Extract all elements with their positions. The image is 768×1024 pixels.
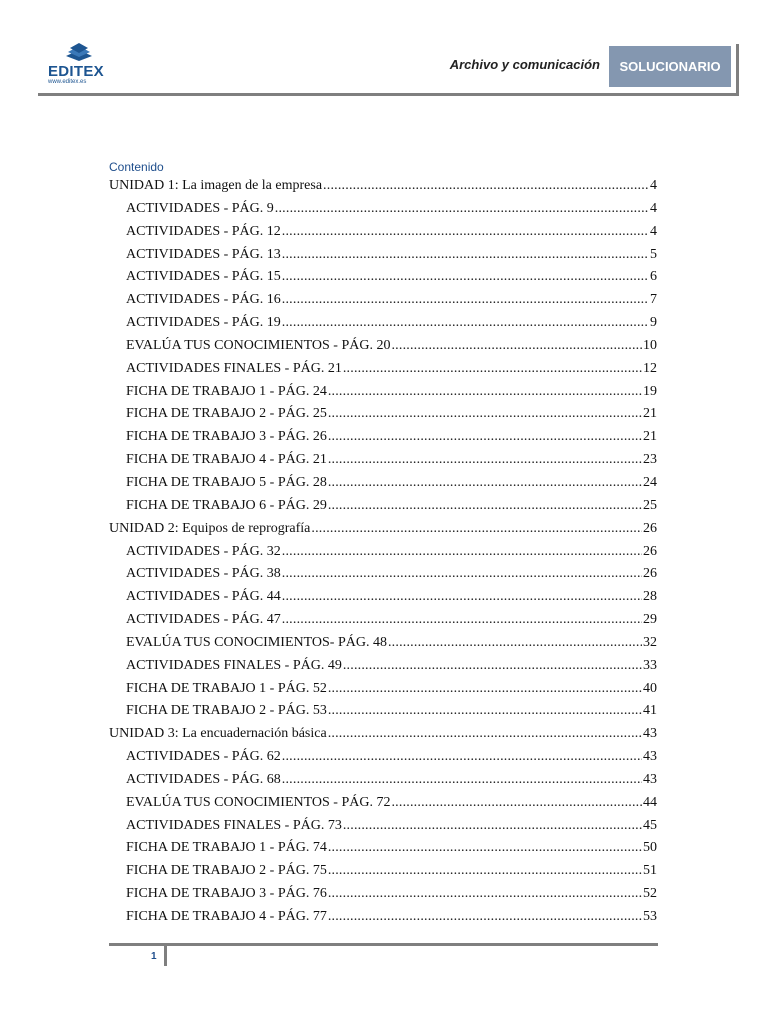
toc-entry-label: FICHA DE TRABAJO 4 - PÁG. 77 [126, 909, 327, 924]
toc-dot-leader [328, 403, 642, 426]
toc-entry-page: 4 [650, 200, 657, 216]
footer-rule [109, 943, 658, 946]
toc-entry[interactable] [109, 472, 657, 495]
toc-entry[interactable] [109, 381, 657, 404]
toc-entry-page: 50 [643, 840, 657, 856]
toc-entry[interactable] [109, 678, 657, 701]
toc-dot-leader [343, 815, 642, 838]
toc-entry-label: FICHA DE TRABAJO 2 - PÁG. 53 [126, 703, 327, 719]
toc-entry-label: ACTIVIDADES FINALES - PÁG. 21 [126, 360, 342, 376]
toc-entry[interactable] [109, 860, 657, 883]
toc-entry-label: EVALÚA TUS CONOCIMIENTOS - PÁG. 72 [126, 794, 391, 810]
toc-entry-label: FICHA DE TRABAJO 1 - PÁG. 74 [126, 840, 327, 856]
toc-dot-leader [328, 700, 642, 723]
logo-text: EDITEX [48, 63, 104, 80]
toc-entry-label: ACTIVIDADES - PÁG. 44 [126, 589, 281, 605]
toc-dot-leader [323, 175, 649, 198]
toc-entry[interactable] [109, 403, 657, 426]
toc-entry[interactable] [109, 335, 657, 358]
toc-dot-leader [282, 266, 649, 289]
toc-entry-label: ACTIVIDADES - PÁG. 15 [126, 269, 281, 285]
toc-entry-label: UNIDAD 1: La imagen de la empresa [109, 178, 323, 193]
logo-url: www.editex.es [48, 79, 87, 85]
toc-dot-leader [282, 746, 642, 769]
toc-dot-leader [282, 769, 642, 792]
toc-entry-label: EVALÚA TUS CONOCIMIENTOS - PÁG. 20 [126, 337, 391, 353]
page-number: 1 [151, 951, 157, 962]
toc-dot-leader [343, 358, 642, 381]
toc-entry-label: FICHA DE TRABAJO 3 - PÁG. 76 [126, 886, 327, 902]
toc-entry-page: 19 [643, 383, 657, 399]
toc-entry[interactable] [109, 700, 657, 723]
toc-entry-label: FICHA DE TRABAJO 1 - PÁG. 52 [126, 680, 327, 696]
toc-entry-page: 23 [643, 452, 657, 468]
solucionario-badge: SOLUCIONARIO [609, 46, 731, 87]
toc-entry-label: UNIDAD 3: La encuadernación básica [109, 726, 327, 742]
toc-entry[interactable] [109, 837, 657, 860]
toc-entry-page: 26 [643, 543, 657, 559]
toc-entry-label: FICHA DE TRABAJO 6 - PÁG. 29 [126, 497, 327, 513]
toc-entry-page: 21 [643, 429, 657, 445]
toc-entry[interactable] [109, 815, 657, 838]
toc-entry-label: FICHA DE TRABAJO 1 - PÁG. 24 [126, 383, 327, 399]
toc-entry-label: ACTIVIDADES - PÁG. 47 [126, 612, 281, 628]
toc-dot-leader [328, 426, 642, 449]
toc-entry[interactable] [109, 655, 657, 678]
toc-entry-page: 41 [643, 703, 657, 719]
toc-entry-label: ACTIVIDADES - PÁG. 32 [126, 543, 281, 559]
toc-entry[interactable] [109, 175, 657, 198]
toc-entry-label: ACTIVIDADES - PÁG. 13 [126, 246, 281, 262]
toc-dot-leader [328, 723, 642, 746]
toc-entry-label: FICHA DE TRABAJO 4 - PÁG. 21 [126, 452, 327, 468]
toc-dot-leader [328, 837, 642, 860]
toc-entry[interactable] [109, 289, 657, 312]
toc-entry[interactable] [109, 746, 657, 769]
toc-entry-page: 5 [650, 246, 657, 262]
toc-entry[interactable] [109, 883, 657, 906]
toc-dot-leader [311, 518, 642, 541]
toc-entry-page: 40 [643, 680, 657, 696]
toc-entry-label: FICHA DE TRABAJO 3 - PÁG. 26 [126, 429, 327, 445]
toc-entry-page: 24 [643, 474, 657, 490]
toc-entry[interactable] [109, 792, 657, 815]
toc-entry-page: 26 [643, 566, 657, 582]
toc-entry-page: 4 [650, 178, 657, 193]
toc-entry[interactable] [109, 266, 657, 289]
toc-dot-leader [343, 655, 642, 678]
toc-entry-page: 43 [643, 749, 657, 765]
toc-entry-page: 32 [643, 634, 657, 650]
toc-entry-label: ACTIVIDADES - PÁG. 9 [126, 200, 274, 216]
header-horizontal-rule [38, 93, 738, 96]
toc-entry[interactable] [109, 632, 657, 655]
toc-dot-leader [328, 381, 642, 404]
toc-entry-label: ACTIVIDADES FINALES - PÁG. 73 [126, 817, 342, 833]
toc-entry[interactable] [109, 198, 657, 221]
editex-logo [44, 42, 114, 90]
toc-list [109, 175, 657, 929]
toc-entry-page: 4 [650, 223, 657, 239]
toc-entry[interactable] [109, 586, 657, 609]
toc-dot-leader [282, 312, 649, 335]
toc-entry-page: 33 [643, 657, 657, 673]
toc-dot-leader [388, 632, 642, 655]
page-header [0, 0, 768, 100]
toc-entry[interactable] [109, 518, 657, 541]
toc-entry-page: 45 [643, 817, 657, 833]
toc-dot-leader [391, 792, 642, 815]
toc-entry[interactable] [109, 426, 657, 449]
toc-dot-leader [282, 541, 642, 564]
toc-entry[interactable] [109, 723, 657, 746]
toc-entry-label: ACTIVIDADES - PÁG. 62 [126, 749, 281, 765]
toc-entry-page: 10 [643, 337, 657, 353]
toc-entry[interactable] [109, 449, 657, 472]
toc-dot-leader [282, 244, 649, 267]
toc-entry-page: 21 [643, 406, 657, 422]
toc-dot-leader [282, 563, 642, 586]
books-icon [62, 42, 96, 62]
toc-entry-label: UNIDAD 2: Equipos de reprografía [109, 520, 311, 536]
toc-dot-leader [328, 860, 642, 883]
toc-dot-leader [282, 586, 642, 609]
toc-entry-page: 53 [643, 909, 657, 924]
toc-entry[interactable] [109, 312, 657, 335]
toc-entry-page: 29 [643, 612, 657, 628]
toc-dot-leader [328, 495, 642, 518]
toc-heading: Contenido [109, 160, 164, 174]
toc-entry-label: ACTIVIDADES - PÁG. 12 [126, 223, 281, 239]
toc-entry[interactable] [109, 221, 657, 244]
toc-entry[interactable] [109, 906, 657, 929]
toc-entry-page: 43 [643, 726, 657, 742]
toc-dot-leader [282, 609, 642, 632]
toc-entry-label: EVALÚA TUS CONOCIMIENTOS- PÁG. 48 [126, 634, 387, 650]
toc-entry-label: ACTIVIDADES - PÁG. 16 [126, 292, 281, 308]
toc-entry[interactable] [109, 244, 657, 267]
document-title: Archivo y comunicación [449, 57, 600, 72]
toc-entry[interactable] [109, 541, 657, 564]
toc-entry[interactable] [109, 495, 657, 518]
toc-dot-leader [275, 198, 649, 221]
toc-dot-leader [282, 221, 649, 244]
toc-entry-page: 25 [643, 497, 657, 513]
toc-dot-leader [328, 883, 642, 906]
toc-entry-page: 7 [650, 292, 657, 308]
toc-entry-label: ACTIVIDADES - PÁG. 38 [126, 566, 281, 582]
toc-entry-page: 26 [643, 520, 657, 536]
toc-entry-label: ACTIVIDADES - PÁG. 19 [126, 315, 281, 331]
footer-vertical-rule [164, 946, 167, 966]
toc-entry-page: 51 [643, 863, 657, 879]
toc-entry-label: FICHA DE TRABAJO 2 - PÁG. 25 [126, 406, 327, 422]
toc-dot-leader [328, 472, 642, 495]
toc-dot-leader [328, 906, 642, 929]
toc-dot-leader [328, 449, 642, 472]
toc-dot-leader [282, 289, 649, 312]
toc-entry-page: 44 [643, 794, 657, 810]
toc-dot-leader [391, 335, 642, 358]
header-vertical-rule [736, 44, 739, 96]
toc-entry-page: 6 [650, 269, 657, 285]
toc-entry-page: 28 [643, 589, 657, 605]
toc-dot-leader [328, 678, 642, 701]
toc-entry[interactable] [109, 563, 657, 586]
toc-entry[interactable] [109, 358, 657, 381]
table-of-contents [109, 159, 657, 929]
toc-entry-label: ACTIVIDADES FINALES - PÁG. 49 [126, 657, 342, 673]
toc-entry-page: 43 [643, 771, 657, 787]
toc-entry-page: 52 [643, 886, 657, 902]
toc-entry-page: 9 [650, 315, 657, 331]
toc-entry[interactable] [109, 609, 657, 632]
toc-entry-label: FICHA DE TRABAJO 2 - PÁG. 75 [126, 863, 327, 879]
toc-entry-label: ACTIVIDADES - PÁG. 68 [126, 771, 281, 787]
toc-entry-label: FICHA DE TRABAJO 5 - PÁG. 28 [126, 474, 327, 490]
toc-entry[interactable] [109, 769, 657, 792]
toc-entry-page: 12 [643, 360, 657, 376]
